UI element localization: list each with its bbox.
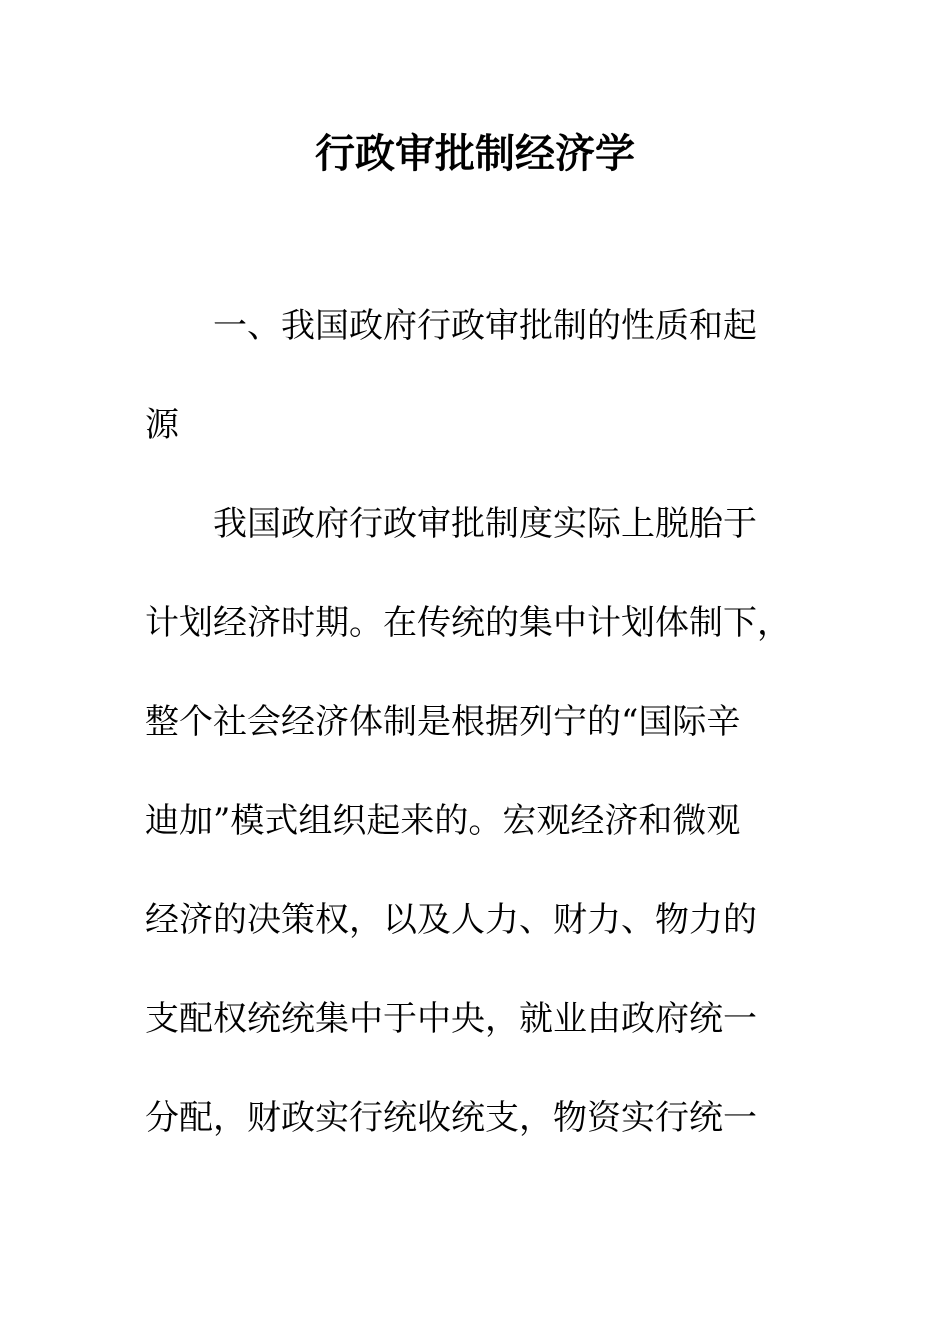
paragraph-line-7: 分配，财政实行统收统支，物资实行统一 <box>145 1098 757 1138</box>
paragraph-line-2: 计划经济时期。在传统的集中计划体制下， <box>145 603 791 643</box>
section-heading-line-2: 源 <box>145 405 179 445</box>
document-title: 行政审批制经济学 <box>315 130 635 177</box>
paragraph-line-6: 支配权统统集中于中央，就业由政府统一 <box>145 999 757 1039</box>
paragraph-line-3: 整个社会经济体制是根据列宁的“国际辛 <box>145 702 741 742</box>
paragraph-line-4: 迪加”模式组织起来的。宏观经济和微观 <box>145 801 741 841</box>
paragraph-line-5: 经济的决策权，以及人力、财力、物力的 <box>145 900 757 940</box>
section-heading-line-1: 一、我国政府行政审批制的性质和起 <box>213 306 757 346</box>
paragraph-line-1: 我国政府行政审批制度实际上脱胎于 <box>213 504 757 544</box>
